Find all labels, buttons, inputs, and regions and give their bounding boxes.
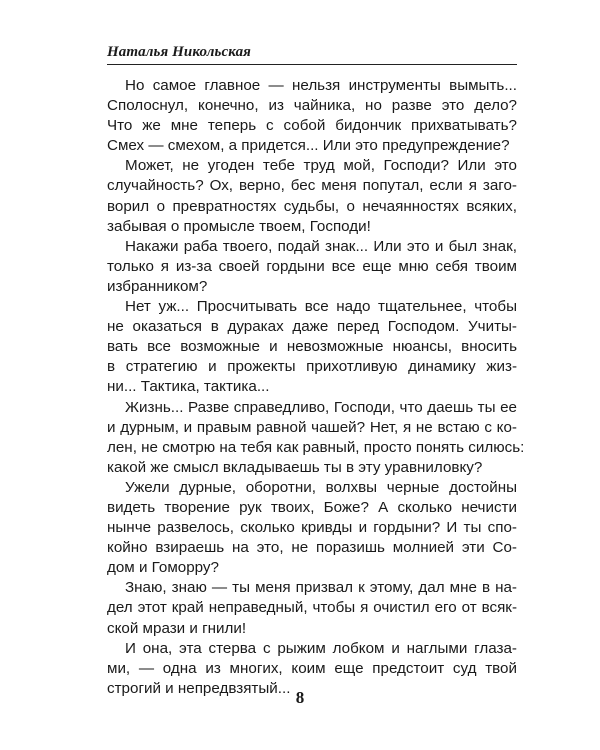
text-line: и дурным, и правым равной чашей? Нет, я не встаю с ко- [107, 418, 517, 436]
text-line: Может, не угоден тебе труд мой, Господи? Или это [125, 157, 517, 175]
running-header [107, 42, 517, 65]
text-line: И она, эта стерва с рыжим лобком и наглыми глаза- [125, 639, 517, 657]
paragraph [107, 297, 517, 397]
text-line: строгий и непредвзятый... [107, 679, 291, 697]
text-line: Жизнь... Разве справедливо, Господи, что даешь ты ее [125, 398, 517, 416]
header-author-name: Наталья Никольская [107, 44, 251, 60]
text-line: забывая о промысле твоем, Господи! [107, 217, 371, 235]
paragraph [107, 76, 517, 156]
paragraph [107, 398, 525, 478]
paragraph [107, 156, 517, 236]
text-line: Нет уж... Просчитывать все надо тщательнее, чтобы [125, 298, 517, 316]
text-line: какой же смысл вкладываешь ты в эту уравниловку? [107, 458, 483, 476]
text-line: ни... Тактика, тактика... [107, 378, 270, 396]
text-line: ми, — одна из многих, коим еще предстоит суд твой [107, 659, 517, 677]
paragraph [107, 478, 517, 578]
text-line: нынче развелось, сколько кривды и гордыни? И ты спо- [107, 519, 517, 537]
text-line: Но самое главное — нельзя инструменты вымыть... [125, 77, 517, 94]
text-line: ской мрази и гнили! [107, 619, 247, 637]
page-number: 8 [295, 688, 305, 707]
text-line: дом и Гоморру? [107, 559, 219, 577]
paragraph [107, 237, 517, 297]
text-line: не оказаться в дураках даже перед Господом. Учиты- [107, 318, 517, 336]
text-line: вать все возможные и невозможные нюансы, вносить [107, 338, 517, 356]
text-line: Ужели дурные, оборотни, волхвы черные достойны [125, 478, 517, 496]
text-line: в стратегию и прожекты прихотливую динамику жиз- [107, 358, 517, 376]
text-line: Смех — смехом, а придется... Или это предупреждение? [107, 137, 510, 155]
text-line: Сполоснул, конечно, из чайника, но разве это дело? [107, 97, 517, 115]
page-body-text [107, 76, 525, 699]
text-line: ворил о превратностях судьбы, о нечаянностях всяких, [107, 197, 517, 215]
text-line: Знаю, знаю — ты меня призвал к этому, дал мне в на- [125, 579, 517, 597]
text-line: только я из-за своей гордыни все еще мню себя твоим [107, 257, 517, 275]
text-line: Что же мне теперь с собой бидончик прихватывать? [107, 117, 517, 135]
text-line: койно взираешь на это, не поразишь молнией эти Со- [107, 539, 517, 557]
text-line: дел этот край неправедный, чтобы я очистил его от всяк- [107, 599, 517, 617]
text-line: лен, не смотрю на тебя как равный, просто понять силюсь: [107, 438, 525, 456]
text-line: Накажи раба твоего, подай знак... Или это и был знак, [125, 237, 517, 255]
text-line: избранником? [107, 277, 208, 295]
text-line: видеть творение рук твоих, Боже? А сколько нечисти [107, 498, 517, 516]
paragraph [107, 578, 517, 638]
text-line: случайность? Ох, верно, бес меня попутал, если я заго- [107, 177, 517, 195]
